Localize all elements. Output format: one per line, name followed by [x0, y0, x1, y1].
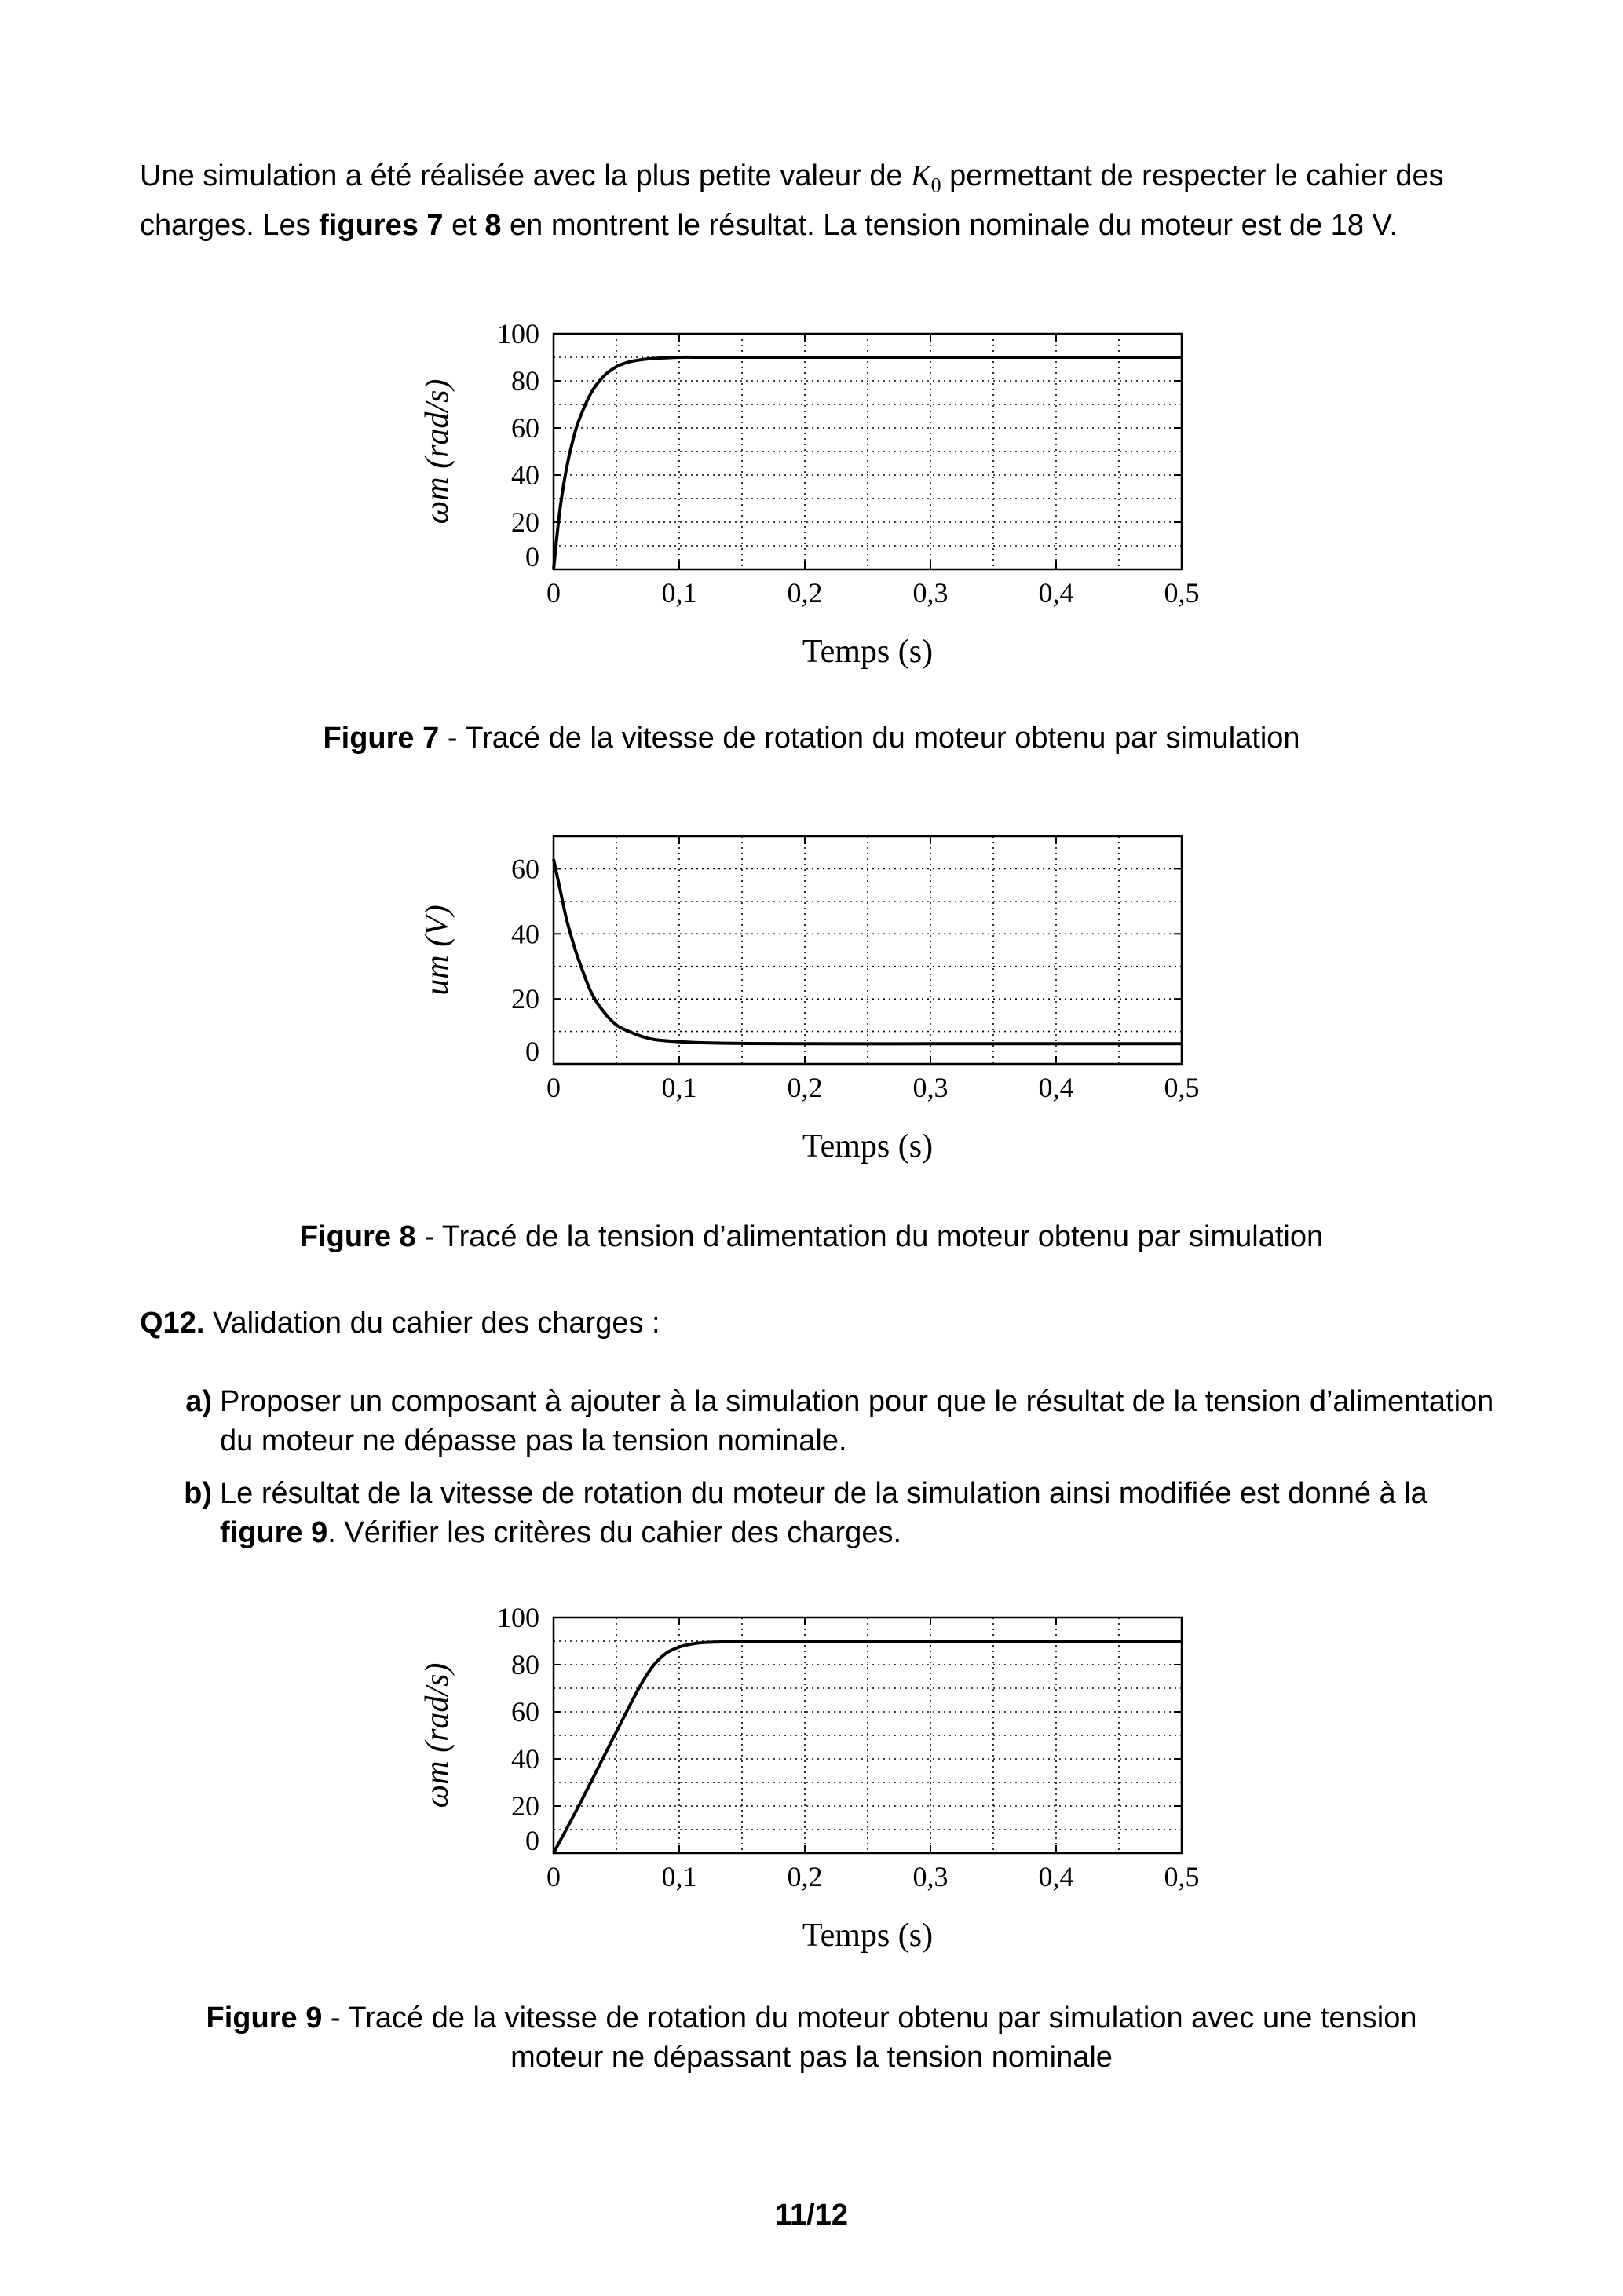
- intro-and: et: [443, 208, 485, 242]
- y-tick-label: 60: [511, 853, 539, 885]
- y-tick-label: 0: [525, 1036, 539, 1067]
- item-b-text-before: Le résultat de la vitesse de rotation du moteur de la simulation ainsi modifiée est donné à la: [220, 1477, 1427, 1510]
- figure-7-caption: [118, 718, 1505, 758]
- figures-7-ref: figures 7: [319, 208, 444, 242]
- x-tick-label: 0,1: [661, 1072, 697, 1103]
- x-tick-label: 0,1: [661, 577, 697, 609]
- question-item-b: [173, 1474, 1504, 1552]
- y-tick-label: 20: [511, 506, 539, 538]
- x-tick-label: 0,2: [787, 577, 823, 609]
- figure-9-chart: [393, 1598, 1256, 1967]
- x-tick-label: 0,4: [1038, 1072, 1074, 1103]
- item-a-text: Proposer un composant à ajouter à la simulation pour que le résultat de la tension d’alimentation du moteur ne dépasse pas la tension nominale.: [220, 1385, 1494, 1457]
- x-tick-label: 0: [546, 1861, 561, 1892]
- x-tick-label: 0,1: [661, 1861, 697, 1892]
- q12-text: Validation du cahier des charges :: [204, 1307, 660, 1340]
- y-axis-label: um (V): [419, 905, 455, 996]
- y-tick-label: 100: [497, 1602, 539, 1633]
- x-tick-label: 0,5: [1164, 1861, 1200, 1892]
- question-item-a: [173, 1382, 1504, 1461]
- x-tick-label: 0,2: [787, 1861, 823, 1892]
- figure-7-chart: [393, 314, 1256, 683]
- x-tick-label: 0,3: [912, 577, 949, 609]
- x-axis-label: Temps (s): [802, 1128, 934, 1164]
- intro-text-end: en montrent le résultat. La tension nominale du moteur est de 18 V.: [501, 208, 1398, 242]
- figure-9-ref: figure 9: [220, 1516, 328, 1549]
- page-number: 11/12: [775, 2199, 848, 2232]
- figure-9-label: Figure 9: [206, 2002, 323, 2035]
- item-b-text: [220, 1474, 1504, 1552]
- q12-label: Q12.: [140, 1307, 205, 1340]
- y-tick-label: 60: [511, 1696, 539, 1727]
- y-tick-label: 60: [511, 412, 539, 444]
- figure-8-chart: [393, 817, 1256, 1178]
- figure-9-svg: [393, 1598, 1256, 1967]
- intro-paragraph: [140, 156, 1502, 245]
- y-tick-label: 0: [525, 541, 539, 572]
- x-tick-label: 0,3: [912, 1861, 949, 1892]
- item-a-label: a): [185, 1385, 212, 1418]
- y-tick-label: 40: [511, 459, 539, 491]
- figure-7-caption-text: - Tracé de la vitesse de rotation du moteur obtenu par simulation: [439, 722, 1300, 755]
- item-b-text-after: . Vérifier les critères du cahier des charges.: [327, 1516, 902, 1549]
- figure-8-caption-text: - Tracé de la tension d’alimentation du moteur obtenu par simulation: [415, 1220, 1324, 1253]
- x-axis-label: Temps (s): [802, 1918, 934, 1954]
- x-tick-label: 0,3: [912, 1072, 949, 1103]
- figure-8-label: Figure 8: [299, 1220, 416, 1253]
- x-tick-label: 0,5: [1164, 577, 1200, 609]
- question-q12: [140, 1303, 1502, 1343]
- intro-text: Une simulation a été réalisée avec la plus petite valeur de: [140, 159, 912, 192]
- k-letter: K: [911, 159, 931, 192]
- y-tick-label: 80: [511, 1649, 539, 1680]
- y-tick-label: 0: [525, 1825, 539, 1856]
- figure-7-label: Figure 7: [323, 722, 440, 755]
- x-axis-label: Temps (s): [802, 634, 934, 670]
- x-tick-label: 0,4: [1038, 1861, 1074, 1892]
- k-subscript: 0: [930, 174, 941, 197]
- y-tick-label: 40: [511, 918, 539, 950]
- y-tick-label: 20: [511, 983, 539, 1015]
- figure-8-caption: [118, 1217, 1505, 1256]
- figure-7-svg: [393, 314, 1256, 683]
- y-tick-label: 20: [511, 1790, 539, 1822]
- y-tick-label: 40: [511, 1743, 539, 1775]
- figure-8-ref: 8: [484, 208, 502, 242]
- x-tick-label: 0: [546, 577, 561, 609]
- y-axis-label: ωm (rad/s): [419, 1662, 455, 1808]
- intro-text-2: permettant de respecter le cahier des charges. Les: [140, 159, 1444, 242]
- figure-9-caption-text: - Tracé de la vitesse de rotation du moteur obtenu par simulation avec une tension: [322, 2002, 1417, 2035]
- x-tick-label: 0,5: [1164, 1072, 1200, 1103]
- y-tick-label: 80: [511, 365, 539, 397]
- x-tick-label: 0,4: [1038, 577, 1074, 609]
- item-b-label: b): [184, 1477, 212, 1510]
- figure-9-caption-line2: moteur ne dépassant pas la tension nominale: [510, 2041, 1113, 2074]
- k0-symbol: [911, 159, 941, 197]
- y-axis-label: ωm (rad/s): [419, 378, 455, 525]
- figure-8-svg: [393, 817, 1256, 1178]
- x-tick-label: 0: [546, 1072, 561, 1103]
- figure-9-caption: [118, 1998, 1505, 2077]
- x-tick-label: 0,2: [787, 1072, 823, 1103]
- y-tick-label: 100: [497, 318, 539, 349]
